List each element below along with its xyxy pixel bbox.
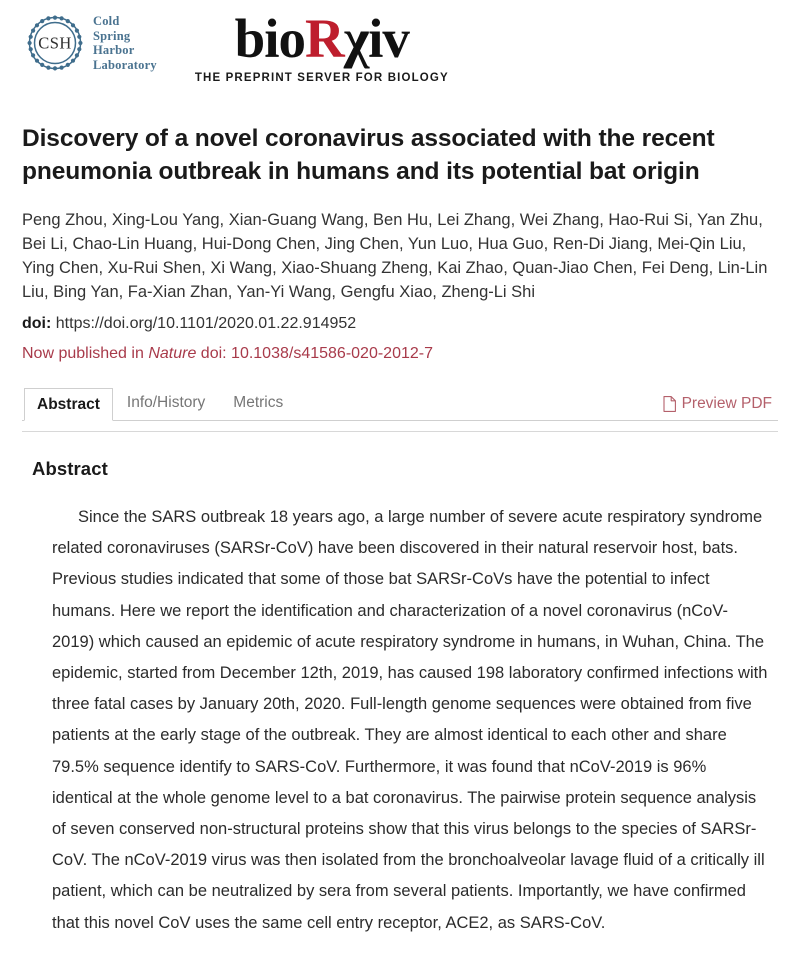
svg-text:CSH: CSH	[38, 33, 72, 53]
now-published-line	[22, 343, 778, 365]
doi-label: doi:	[22, 315, 52, 332]
biorxiv-logo-link[interactable]	[195, 10, 449, 84]
biorxiv-wordmark-bio: bio	[234, 8, 306, 69]
cshl-line-2: Spring	[93, 28, 131, 43]
biorxiv-wordmark-xiv: χiv	[343, 8, 409, 69]
page-title: Discovery of a novel coronavirus associated with the recent pneumonia outbreak in humans and its potential bat origin	[22, 125, 715, 185]
biorxiv-wordmark	[195, 10, 449, 68]
tab-metrics[interactable]: Metrics	[233, 394, 284, 411]
now-published-doi-link[interactable]: doi: 10.1038/s41586-020-2012-7	[200, 345, 433, 362]
section-divider	[22, 431, 778, 432]
preview-pdf-button[interactable]	[663, 395, 778, 420]
author-list: Peng Zhou, Xing-Lou Yang, Xian-Guang Wang, Ben Hu, Lei Zhang, Wei Zhang, Hao-Rui Si, Yan Zhu, Bei Li, Chao-Lin Huang, Hui-Dong Chen, Jing Chen, Yun Luo, Hua Guo, Ren-Di Jiang, Mei-Qin Liu, Ying Chen, Xu-Rui Shen, Xi Wang, Xiao-Shuang Zheng, Kai Zhao, Quan-Jiao Chen, Fei Deng, Lin-Lin Liu, Bing Yan, Fa-Xian Zhan, Yan-Yi Wang, Gengfu Xiao, Zheng-Li Shi	[22, 211, 768, 301]
abstract-text: Since the SARS outbreak 18 years ago, a large number of severe acute respiratory syndrome related coronaviruses (SARSr-CoV) have been discovered in their natural reservoir host, bats. Previous studies indicated that some of those bat SARSr-CoVs have the potential to infect humans. Here we report the identification and characterization of a novel coronavirus (nCoV-2019) which caused an epidemic of acute respiratory syndrome in humans, in Wuhan, China. The epidemic, started from December 12th, 2019, has caused 198 laboratory confirmed infections with three fatal cases by January 20th, 2020. Full-length genome sequences were obtained from five patients at the early stage of the outbreak. They are almost identical to each other and share 79.5% sequence identify to SARS-CoV. Furthermore, it was found that nCoV-2019 is 96% identical at the whole genome level to a bat coronavirus. The pairwise protein sequence analysis of seven conserved non-structural proteins show that this virus belongs to the species of SARSr-CoV. The nCoV-2019 virus was then isolated from the bronchoalveolar lavage fluid of a critically ill patient, which can be neutralized by sera from several patients. Importantly, we have confirmed that this novel CoV uses the same cell entry receptor, ACE2, as SARS-CoV.	[52, 508, 768, 932]
site-masthead	[22, 0, 778, 104]
tab-info-history[interactable]: Info/History	[126, 394, 206, 411]
abstract-heading: Abstract	[32, 458, 108, 479]
now-published-prefix: Now published in	[22, 345, 144, 362]
now-published-journal: Nature	[148, 345, 197, 362]
tab-list	[24, 387, 297, 420]
document-icon	[663, 396, 676, 412]
doi-link[interactable]: https://doi.org/10.1101/2020.01.22.914952	[55, 315, 357, 332]
cshl-line-3: Harbor	[93, 43, 135, 57]
cshl-wordmark	[93, 14, 157, 72]
article-tabbar	[22, 387, 778, 421]
doi-line	[22, 313, 778, 335]
cshl-line-1: Cold	[93, 14, 120, 28]
tab-abstract[interactable]: Abstract	[24, 388, 113, 421]
cshl-dna-ring-icon	[24, 12, 86, 74]
biorxiv-tagline: THE PREPRINT SERVER FOR BIOLOGY	[194, 72, 449, 84]
cshl-line-4: Laboratory	[93, 57, 157, 72]
biorxiv-wordmark-r: R	[305, 8, 344, 69]
preview-pdf-label: Preview PDF	[681, 395, 772, 412]
cshl-logo-link[interactable]	[24, 12, 157, 74]
